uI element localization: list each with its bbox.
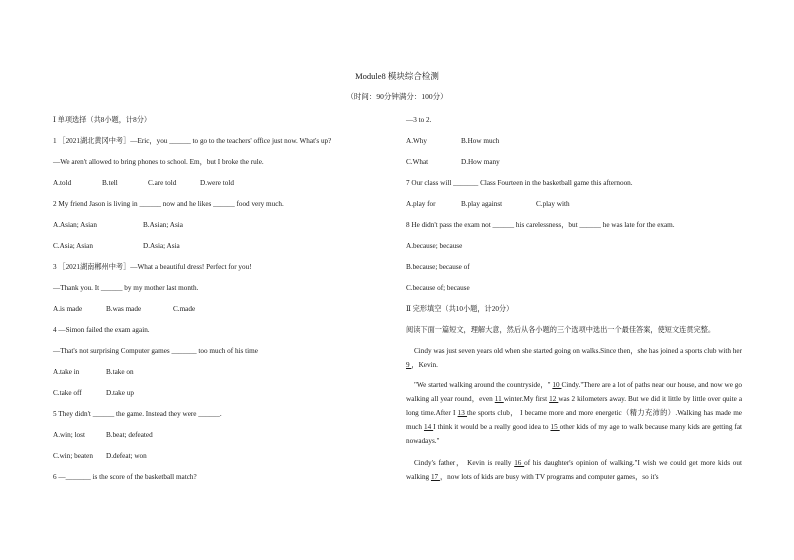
q2-option-b: B.Asian; Asia — [143, 221, 183, 229]
q6-reply: —3 to 2. — [406, 116, 432, 124]
q3-stem: 3 ［2021湖南郴州中考］—What a beautiful dress! Perfect for you! — [53, 263, 252, 271]
blank-12: 12 — [549, 395, 559, 403]
q5-option-b: B.beat; defeated — [106, 431, 153, 439]
page-subtitle: （时间：90分钟满分：100分） — [346, 92, 448, 101]
q7-option-a: A.play for — [406, 200, 436, 208]
q4-option-b: B.take on — [106, 368, 134, 376]
q3-reply: —Thank you. It ______ by my mother last month. — [53, 284, 199, 292]
q1-option-a: A.told — [53, 179, 72, 187]
q1-option-b: B.tell — [102, 179, 118, 187]
passage-paragraph-2: "We started walking around the countryside，" 10 Cindy."There are a lot of paths near our house, and now we go walking all year round，even 11 winter.My first 12 was 2 kilometers away. But we did it little by little over quite a long time.After I 13 the sports club， I became more and more energetic（精力充沛的）.Walking has made me much 14 I think it would be a really good idea to 15 other kids of my age to walk because many kids are getting fat nowadays." — [406, 381, 743, 445]
q1-stem: 1 ［2021湖北黄冈中考］—Eric，you ______ to go to the teachers' office just now. What's up? — [53, 137, 332, 145]
q6-option-c: C.What — [406, 158, 429, 166]
q7-stem: 7 Our class will _______ Class Fourteen in the basketball game this afternoon. — [406, 179, 633, 187]
q4-stem: 4 —Simon failed the exam again. — [53, 326, 150, 334]
q6-option-a: A.Why — [406, 137, 427, 145]
q3-option-b: B.was made — [106, 305, 142, 313]
q4-option-c: C.take off — [53, 389, 82, 397]
q1-option-c: C.are told — [148, 179, 177, 187]
blank-16: 16 — [514, 459, 525, 467]
q3-option-a: A.is made — [53, 305, 83, 313]
q5-stem: 5 They didn't ______ the game. Instead they were ______. — [53, 410, 222, 418]
q2-option-c: C.Asia; Asian — [53, 242, 93, 250]
q3-option-c: C.made — [173, 305, 196, 313]
q4-reply: —That's not surprising Computer games _______ too much of his time — [53, 347, 258, 355]
passage-paragraph-1: Cindy was just seven years old when she started going on walks.Since then，she has joined a sports club with her 9 ，Kevin. — [406, 347, 742, 369]
q5-option-a: A.win; lost — [53, 431, 85, 439]
blank-15: 15 — [550, 423, 560, 431]
q5-option-d: D.defeat; won — [106, 452, 147, 460]
q2-stem: 2 My friend Jason is living in ______ now and he likes ______ food very much. — [53, 200, 284, 208]
blank-11: 11 — [494, 395, 504, 403]
page-title: Module8 模块综合检测 — [355, 71, 439, 81]
blank-13: 13 — [457, 409, 468, 417]
q7-option-c: C.play with — [536, 200, 570, 208]
q8-stem: 8 He didn't pass the exam not ______ his carelessness，but ______ he was late for the exam. — [406, 221, 675, 229]
q5-option-c: C.win; beaten — [53, 452, 93, 460]
q8-option-a: A.because; because — [406, 242, 463, 250]
q4-option-a: A.take in — [53, 368, 80, 376]
section2-heading: Ⅱ 完形填空（共10小题，计20分） — [406, 305, 514, 313]
q6-option-b: B.How much — [461, 137, 500, 145]
section1-heading: Ⅰ 单项选择（共8小题，计8分） — [53, 116, 152, 124]
q7-option-b: B.play against — [461, 200, 503, 208]
blank-17: 17 — [430, 473, 440, 481]
blank-9: 9 — [406, 361, 412, 369]
q1-reply: —We aren't allowed to bring phones to school. Em，but I broke the rule. — [53, 158, 264, 166]
blank-10: 10 — [552, 381, 562, 389]
q6-stem: 6 —_______ is the score of the basketball match? — [53, 473, 197, 481]
blank-14: 14 — [423, 423, 434, 431]
q8-option-c: C.because of; because — [406, 284, 470, 292]
q2-option-a: A.Asian; Asian — [53, 221, 97, 229]
q6-option-d: D.How many — [461, 158, 500, 166]
q1-option-d: D.were told — [200, 179, 234, 187]
passage-paragraph-3: Cindy's father， Kevin is really 16 of his daughter's opinion of walking."I wish we could get more kids out walking 17 ，now lots of kids are busy with TV programs and computer games，so it's — [406, 459, 742, 481]
q2-option-d: D.Asia; Asia — [143, 242, 180, 250]
q4-option-d: D.take up — [106, 389, 134, 397]
q8-option-b: B.because; because of — [406, 263, 470, 271]
cloze-instruction: 阅读下面一篇短文，理解大意，然后从各小题的三个选项中选出一个最佳答案，使短文连贯完整。 — [406, 326, 716, 334]
